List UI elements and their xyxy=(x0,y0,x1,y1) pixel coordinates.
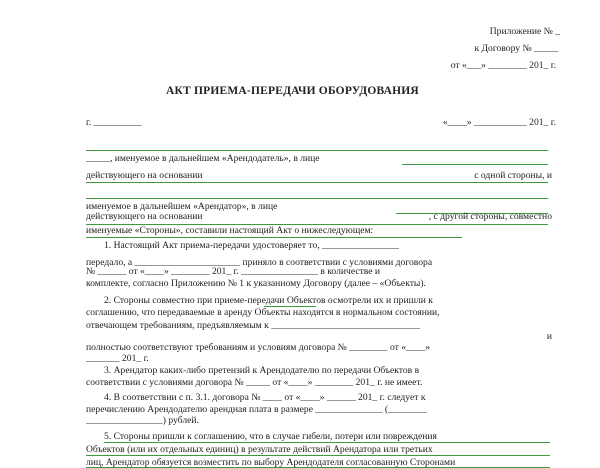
green-underline xyxy=(86,455,550,456)
item-3-line-2: соответствии с условиями договора № _____ от «____» ________ 201_ г. не имеет. xyxy=(86,377,423,388)
green-underline xyxy=(402,164,548,165)
item-3-line-1: 3. Арендатор каких-либо претензий к Арендодателю по передачи Объектов в xyxy=(104,365,420,376)
item-2-line-2: соглашению, что передаваемые в аренду Объекты находятся в нормальном состоянии, xyxy=(86,307,440,318)
contract-date: от «___» ________ 201_ г. xyxy=(450,60,556,71)
item-5-line-3: лиц, Арендатор обязуется возместить по выбору Арендодателя согласованную Сторонами xyxy=(86,457,456,468)
green-underline xyxy=(104,442,550,443)
item-1-line-1: 1. Настоящий Акт приема-передачи удостоверяет то, ________________ xyxy=(104,240,399,251)
item-1-line-4: комплекте, согласно Приложению № 1 к указанному Договору (далее – «Объекты). xyxy=(86,278,426,289)
item-5-line-2: Объектов (или их отдельных единиц) в результате действий Арендатора или третьих xyxy=(86,444,433,455)
item-2-line-3: отвечающем требованиям, предъявляемым к _______________________________ xyxy=(86,320,420,331)
item-2-line-1: 2. Стороны совместно при приеме-передачи Объектов осмотрели их и пришли к xyxy=(104,295,433,306)
parties-line-4b: , с другой стороны, совместно xyxy=(428,211,552,222)
city-field: г. __________ xyxy=(86,117,142,128)
act-date: «____» ___________ 201_ г. xyxy=(442,117,556,128)
item-2-line-5: полностью соответствуют требованиям и условиям договора № ________ от «____» xyxy=(86,342,431,353)
item-2-line-6: _______ 201_ г. xyxy=(86,353,149,364)
green-underline xyxy=(86,182,548,183)
parties-line-1: _____, именуемое в дальнейшем «Арендодатель», в лице xyxy=(86,153,320,164)
appendix-number: Приложение № _ xyxy=(489,26,560,37)
contract-reference: к Договору № _____ xyxy=(474,43,558,54)
item-5-line-1: 5. Стороны пришли к соглашению, что в случае гибели, потери или повреждения xyxy=(104,431,437,442)
item-4-line-2: перечислению Арендодателю арендная плата в размере ______________ (________ xyxy=(86,404,427,415)
item-2-line-4: и xyxy=(546,331,552,342)
parties-line-5: именуемые «Стороны», составили настоящий Акт о нижеследующем: xyxy=(86,225,374,236)
item-4-line-3: ________________) рублей. xyxy=(86,415,199,426)
parties-line-2-end: с одной стороны, и xyxy=(474,170,552,181)
green-underline xyxy=(86,150,548,151)
item-4-line-1: 4. В соответствии с п. 3.1. договора № ____ от «____» ______ 201_ г. следует к xyxy=(104,392,426,403)
item-1-line-2: передало, а ______________________ приняло в соответствии с условиями договора xyxy=(86,257,433,268)
document-title: АКТ ПРИЕМА-ПЕРЕДАЧИ ОБОРУДОВАНИЯ xyxy=(166,85,419,97)
parties-line-4a: действующего на основании xyxy=(86,211,203,222)
green-underline xyxy=(86,237,462,238)
parties-line-2: действующего на основании xyxy=(86,170,203,181)
item-1-line-3: № ______ от «____» ________ 201_ г. ________________ в количестве и xyxy=(86,266,381,277)
green-underline xyxy=(86,198,548,199)
parties-line-3: именуемое в дальнейшем «Арендатор», в лице xyxy=(86,201,278,212)
